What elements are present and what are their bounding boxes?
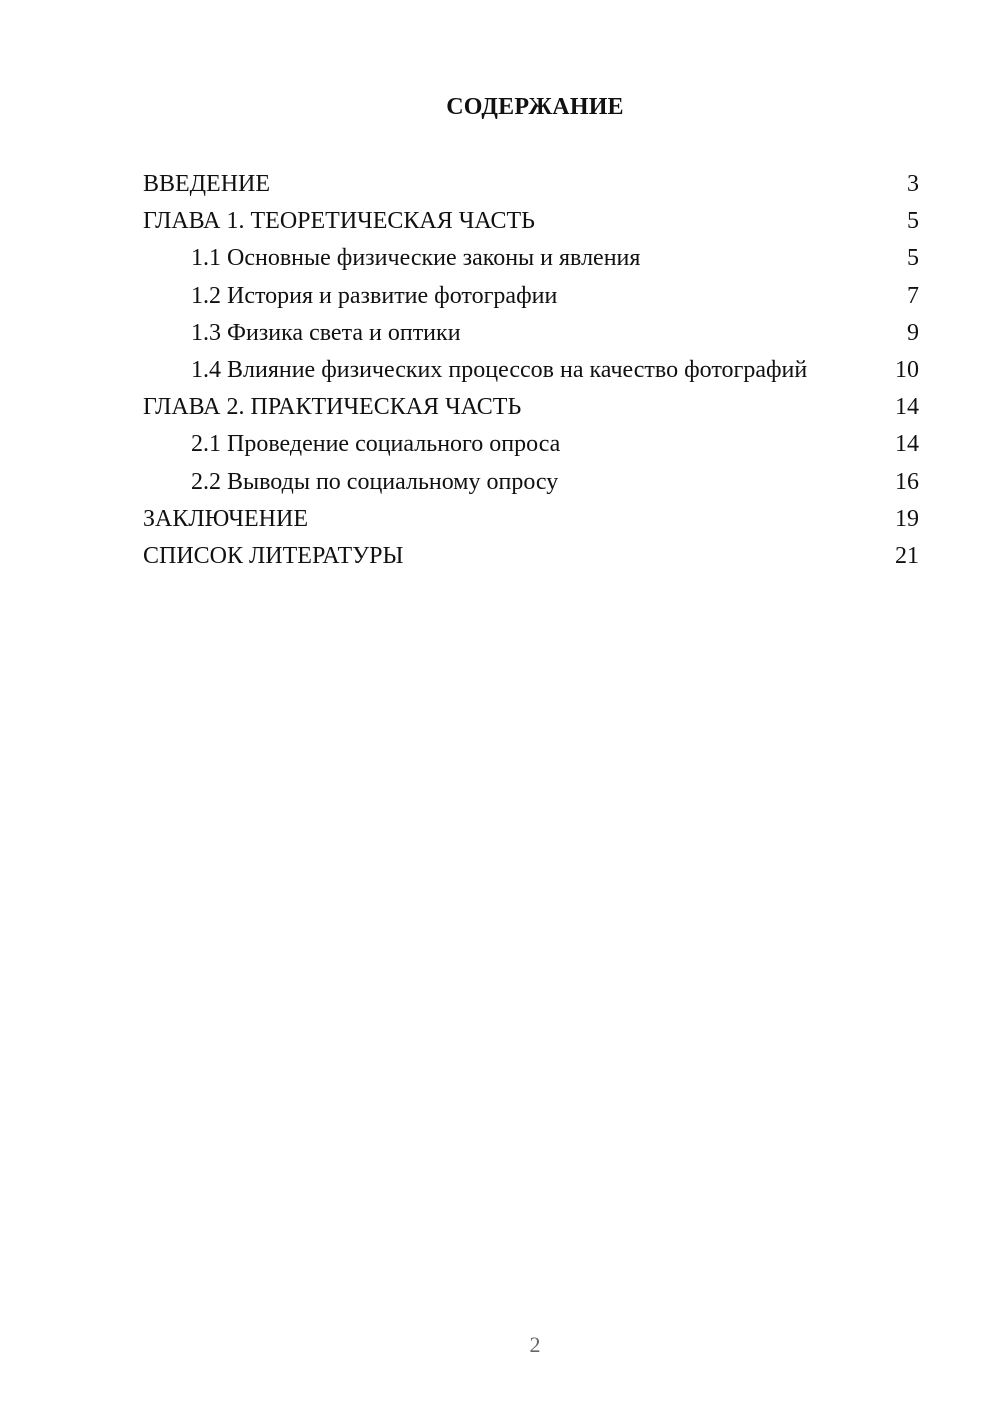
toc-entry-page: 14 (895, 431, 919, 458)
toc-entry-chapter-1 (143, 203, 919, 240)
toc-entry-label: СПИСОК ЛИТЕРАТУРЫ (143, 542, 404, 569)
toc-entry-page: 19 (895, 505, 919, 532)
toc-entry-label: 1.2 История и развитие фотографии (191, 282, 558, 309)
toc-entry-page: 5 (907, 245, 919, 272)
toc-title: СОДЕРЖАНИЕ (446, 94, 624, 120)
page-number: 2 (529, 1332, 541, 1357)
toc-entry-label: ВВЕДЕНИЕ (143, 171, 271, 197)
toc-entry-section-1-1 (143, 240, 919, 277)
toc-entry-label: ЗАКЛЮЧЕНИЕ (143, 505, 308, 532)
toc-entry-label: ГЛАВА 2. ПРАКТИЧЕСКАЯ ЧАСТЬ (143, 394, 522, 421)
toc-entry-label: 1.1 Основные физические законы и явления (191, 245, 641, 272)
table-of-contents (143, 166, 919, 575)
toc-entry-page: 14 (895, 394, 919, 421)
toc-entry-label: 2.1 Проведение социального опроса (191, 431, 561, 458)
toc-entry-label: ГЛАВА 1. ТЕОРЕТИЧЕСКАЯ ЧАСТЬ (143, 208, 535, 235)
toc-entry-label: 2.2 Выводы по социальному опросу (191, 468, 559, 495)
toc-entry-page: 10 (895, 356, 919, 383)
toc-entry-page: 5 (907, 208, 919, 235)
toc-entry-page: 7 (907, 282, 919, 309)
toc-entry-page: 9 (907, 319, 919, 346)
toc-entry-introduction (143, 166, 919, 203)
toc-entry-references (143, 538, 919, 575)
toc-entry-section-1-4 (143, 352, 919, 389)
toc-entry-section-2-1 (143, 426, 919, 463)
toc-entry-page: 21 (895, 542, 919, 569)
toc-entry-conclusion (143, 501, 919, 538)
toc-entry-page: 3 (907, 171, 919, 197)
toc-entry-label: 1.4 Влияние физических процессов на качество фотографий (191, 356, 808, 383)
toc-entry-section-1-3 (143, 315, 919, 352)
toc-entry-label: 1.3 Физика света и оптики (191, 319, 461, 346)
toc-entry-chapter-2 (143, 389, 919, 426)
toc-entry-page: 16 (895, 468, 919, 495)
toc-entry-section-1-2 (143, 278, 919, 315)
toc-entry-section-2-2 (143, 464, 919, 501)
